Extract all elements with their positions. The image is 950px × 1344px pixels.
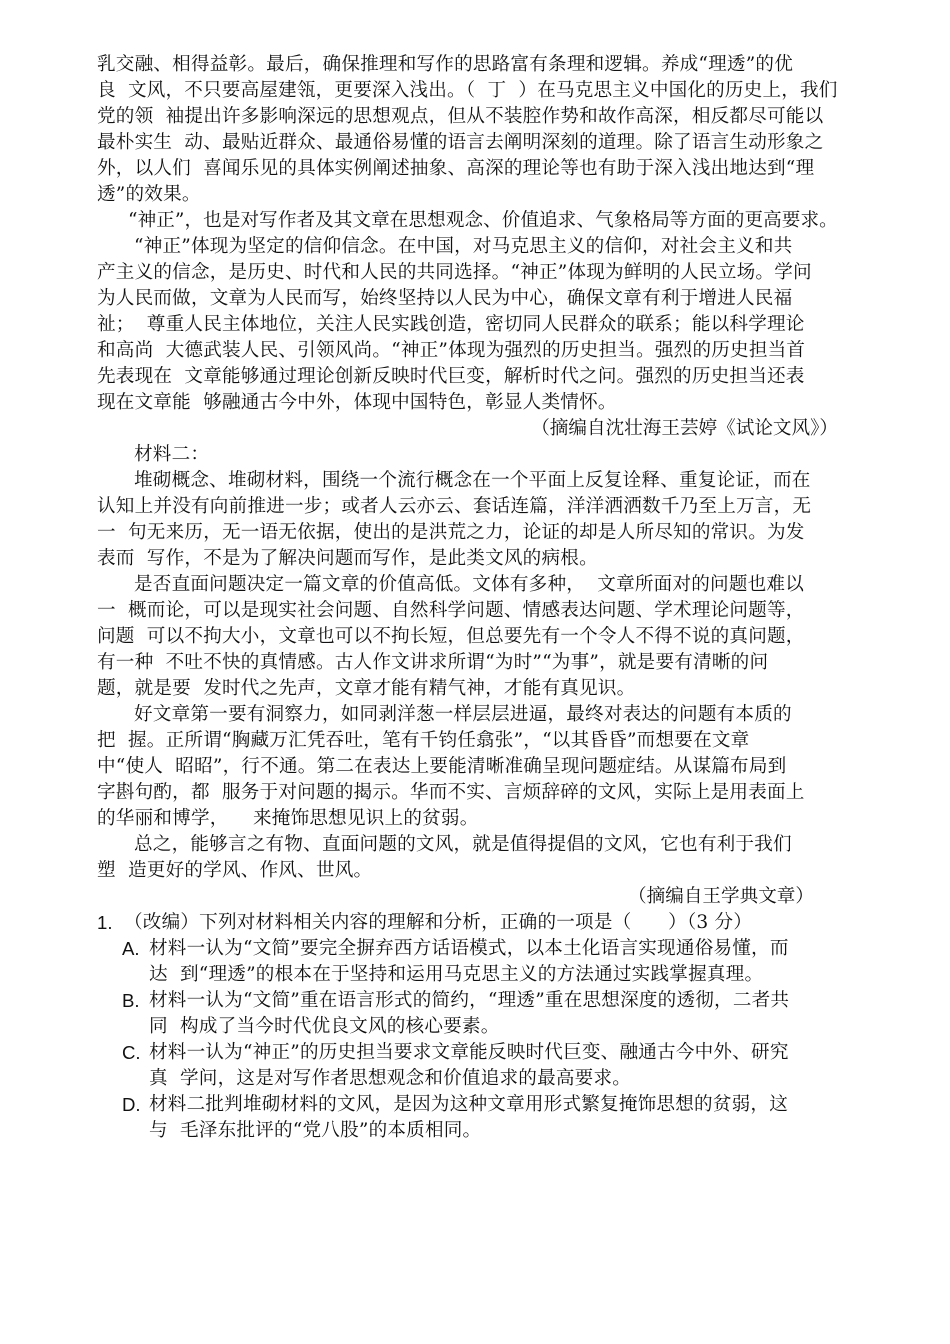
option-letter: C. (122, 1042, 141, 1063)
passage-line: 把 握。正所谓“胸藏万汇凭吞吐，笔有千钧任翕张”，“以其昏昏”而想要在文章 (97, 730, 750, 751)
material-heading: 材料二： (134, 444, 210, 465)
passage-line: 为人民而做，文章为人民而写，始终坚持以人民为中心，确保文章有利于增进人民福 (97, 288, 793, 309)
question-stem: （改编）下列对材料相关内容的理解和分析，正确的一项是（ ）（3 分） (124, 912, 753, 933)
passage-line: “神正”，也是对写作者及其文章在思想观念、价值追求、气象格局等方面的更高要求。 (128, 210, 838, 231)
option-text: 材料一认为“文简”重在语言形式的简约，“理透”重在思想深度的透彻，二者共 (149, 990, 790, 1011)
option-letter: A. (122, 938, 140, 959)
option-text: 材料二批判堆砌材料的文风，是因为这种文章用形式繁复掩饰思想的贫弱，这 (149, 1094, 788, 1115)
passage-line: 好文章第一要有洞察力，如同剥洋葱一样层层进逼，最终对表达的问题有本质的 (134, 704, 792, 725)
source-citation: （摘编自王学典文章） (628, 886, 814, 907)
passage-line: 表而 写作，不是为了解决问题而写作，是此类文风的病根。 (97, 548, 598, 569)
passage-line: 外，以人们 喜闻乐见的具体实例阐述抽象、高深的理论等也有助于深入浅出地达到“理 (97, 158, 815, 179)
passage-line: 最朴实生 动、最贴近群众、最通俗易懂的语言去阐明深刻的道理。除了语言生动形象之 (97, 132, 824, 153)
passage-line: 乳交融、相得益彰。最后，确保推理和写作的思路富有条理和逻辑。养成“理透”的优 (97, 54, 793, 75)
passage-line: 题，就是要 发时代之先声，文章才能有精气神，才能有真见识。 (97, 678, 636, 699)
passage-line: 字斟句酌，都 服务于对问题的揭示。华而不实、言烦辞碎的文风，实际上是用表面上 (97, 782, 805, 803)
passage-line: 党的领 袖提出许多影响深远的思想观点，但从不装腔作势和故作高深，相反都尽可能以 (97, 106, 824, 127)
question-number: 1. (97, 912, 113, 933)
passage-line: 现在文章能 够融通古今中外，体现中国特色，彰显人类情怀。 (97, 392, 617, 413)
passage-line: 产主义的信念，是历史、时代和人民的共同选择。“神正”体现为鲜明的人民立场。学问 (97, 262, 812, 283)
option-text: 达 到“理透”的根本在于坚持和运用马克思主义的方法通过实践掌握真理。 (149, 964, 764, 985)
passage-line: 总之，能够言之有物、直面问题的文风，就是值得提倡的文风，它也有利于我们 (134, 834, 792, 855)
passage-line: 一 概而论，可以是现实社会问题、自然科学问题、情感表达问题、学术理论问题等， (97, 600, 805, 621)
passage-line: 的华丽和博学， 来掩饰思想见识上的贫弱。 (97, 808, 479, 829)
option-text: 材料一认为“神正”的历史担当要求文章能反映时代巨变、融通古今中外、研究 (149, 1042, 789, 1063)
passage-line: 和高尚 大德武装人民、引领风尚。“神正”体现为强烈的历史担当。强烈的历史担当首 (97, 340, 806, 361)
passage-line: 问题 可以不拘大小，文章也可以不拘长短，但总要先有一个令人不得不说的真问题， (97, 626, 805, 647)
passage-line: 一 句无来历，无一语无依据，使出的是洪荒之力，论证的却是人所尽知的常识。为发 (97, 522, 805, 543)
passage-line: 祉； 尊重人民主体地位，关注人民实践创造，密切同人民群众的联系；能以科学理论 (97, 314, 805, 335)
passage-line: 透”的效果。 (97, 184, 201, 205)
source-citation: （摘编自沈壮海王芸婷《试论文风》） (531, 418, 838, 439)
passage-line: 认知上并没有向前推进一步；或者人云亦云、套话连篇，洋洋洒洒数千乃至上万言，无 (97, 496, 812, 517)
option-text: 真 学问，这是对写作者思想观念和价值追求的最高要求。 (149, 1068, 632, 1089)
passage-line: “神正”体现为坚定的信仰信念。在中国，对马克思主义的信仰，对社会主义和共 (134, 236, 793, 257)
option-text: 同 构成了当今时代优良文风的核心要素。 (149, 1016, 500, 1037)
passage-line: 堆砌概念、堆砌材料，围绕一个流行概念在一个平面上反复诠释、重复论证，而在 (134, 470, 811, 491)
option-letter: D. (122, 1094, 141, 1115)
passage-line: 中“使人 昭昭”，行不通。第二在表达上要能清晰准确呈现问题症结。从谋篇布局到 (97, 756, 787, 777)
passage-line: 先表现在 文章能够通过理论创新反映时代巨变，解析时代之问。强烈的历史担当还表 (97, 366, 805, 387)
option-letter: B. (122, 990, 140, 1011)
passage-line: 塑 造更好的学风、作风、世风。 (97, 860, 373, 881)
passage-line: 有一种 不吐不快的真情感。古人作文讲求所谓“为时”“为事”，就是要有清晰的问 (97, 652, 769, 673)
passage-line: 是否直面问题决定一篇文章的价值高低。文体有多种， 文章所面对的问题也难以 (134, 574, 805, 595)
option-text: 材料一认为“文简”要完全摒弃西方话语模式，以本土化语言实现通俗易懂，而 (149, 938, 789, 959)
passage-line: 良 文风，不只要高屋建瓴，更要深入浅出。（ 丁 ）在马克思主义中国化的历史上，我们 (97, 80, 838, 101)
option-text: 与 毛泽东批评的“党八股”的本质相同。 (149, 1120, 482, 1141)
